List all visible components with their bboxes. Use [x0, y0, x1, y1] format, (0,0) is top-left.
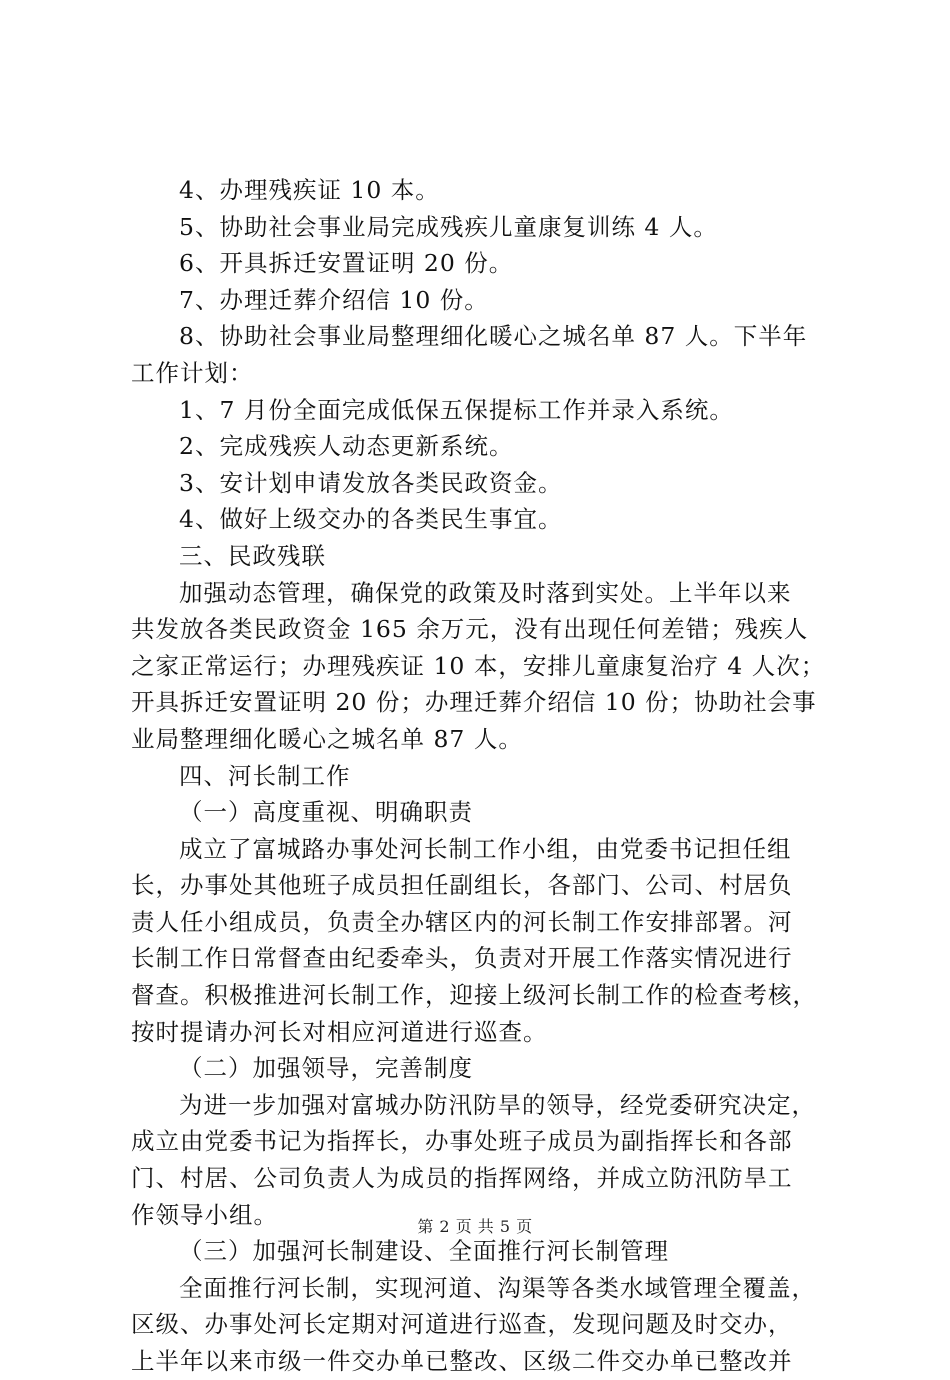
text-line: 4、办理残疾证 10 本。 [179, 176, 440, 204]
text-line: （三）加强河长制建设、全面推行河长制管理 [179, 1237, 669, 1266]
text-line: 4、做好上级交办的各类民生事宜。 [179, 505, 563, 534]
text-line: 为进一步加强对富城办防汛防旱的领导，经党委研究决定， [179, 1090, 816, 1119]
text-line: 长制工作日常督查由纪委牵头，负责对开展工作落实情况进行 [131, 944, 793, 973]
text-line: 督查。积极推进河长制工作，迎接上级河长制工作的检查考核， [131, 981, 817, 1010]
text-line: 共发放各类民政资金 165 余万元，没有出现任何差错；残疾人 [131, 615, 809, 644]
text-line: 之家正常运行；办理残疾证 10 本，安排儿童康复治疗 4 人次； [131, 651, 826, 680]
text-line: （二）加强领导，完善制度 [179, 1054, 473, 1083]
text-line: 按时提请办河长对相应河道进行巡查。 [131, 1017, 548, 1046]
text-line: 5、协助社会事业局完成残疾儿童康复训练 4 人。 [179, 212, 718, 241]
text-line: 三、民政残联 [179, 541, 326, 570]
text-line: 区级、办事处河长定期对河道进行巡查，发现问题及时交办， [131, 1310, 793, 1339]
text-line: 门、村居、公司负责人为成员的指挥网络，并成立防汛防旱工 [131, 1164, 793, 1193]
text-line: 2、完成残疾人动态更新系统。 [179, 432, 514, 461]
text-line: 6、开具拆迁安置证明 20 份。 [179, 249, 514, 278]
page-footer: 第 2 页 共 5 页 [417, 1217, 533, 1236]
text-line: 业局整理细化暖心之城名单 87 人。 [131, 724, 523, 753]
text-line: 3、安计划申请发放各类民政资金。 [179, 468, 563, 497]
text-line: 长，办事处其他班子成员担任副组长，各部门、公司、村居负 [131, 871, 793, 900]
text-line: 成立了富城路办事处河长制工作小组，由党委书记担任组 [179, 834, 792, 863]
text-line: 加强动态管理，确保党的政策及时落到实处。上半年以来 [179, 578, 792, 607]
text-line: 作领导小组。 [131, 1200, 278, 1229]
text-line: 8、协助社会事业局整理细化暖心之城名单 87 人。下半年 [179, 322, 808, 351]
text-line: 开具拆迁安置证明 20 份；办理迁葬介绍信 10 份；协助社会事 [131, 688, 817, 717]
text-line: 四、河长制工作 [179, 761, 351, 790]
text-line: 工作计划： [131, 358, 254, 387]
text-line: 7、办理迁葬介绍信 10 份。 [179, 285, 489, 314]
text-line: （一）高度重视、明确职责 [179, 798, 473, 827]
document-body [131, 172, 831, 1380]
text-line: 责人任小组成员，负责全办辖区内的河长制工作安排部署。河 [131, 907, 793, 936]
text-line: 上半年以来市级一件交办单已整改、区级二件交办单已整改并 [131, 1347, 793, 1375]
text-line: 全面推行河长制，实现河道、沟渠等各类水域管理全覆盖， [179, 1273, 816, 1302]
text-line: 成立由党委书记为指挥长，办事处班子成员为副指挥长和各部 [131, 1127, 793, 1156]
text-line: 1、7 月份全面完成低保五保提标工作并录入系统。 [179, 395, 734, 424]
